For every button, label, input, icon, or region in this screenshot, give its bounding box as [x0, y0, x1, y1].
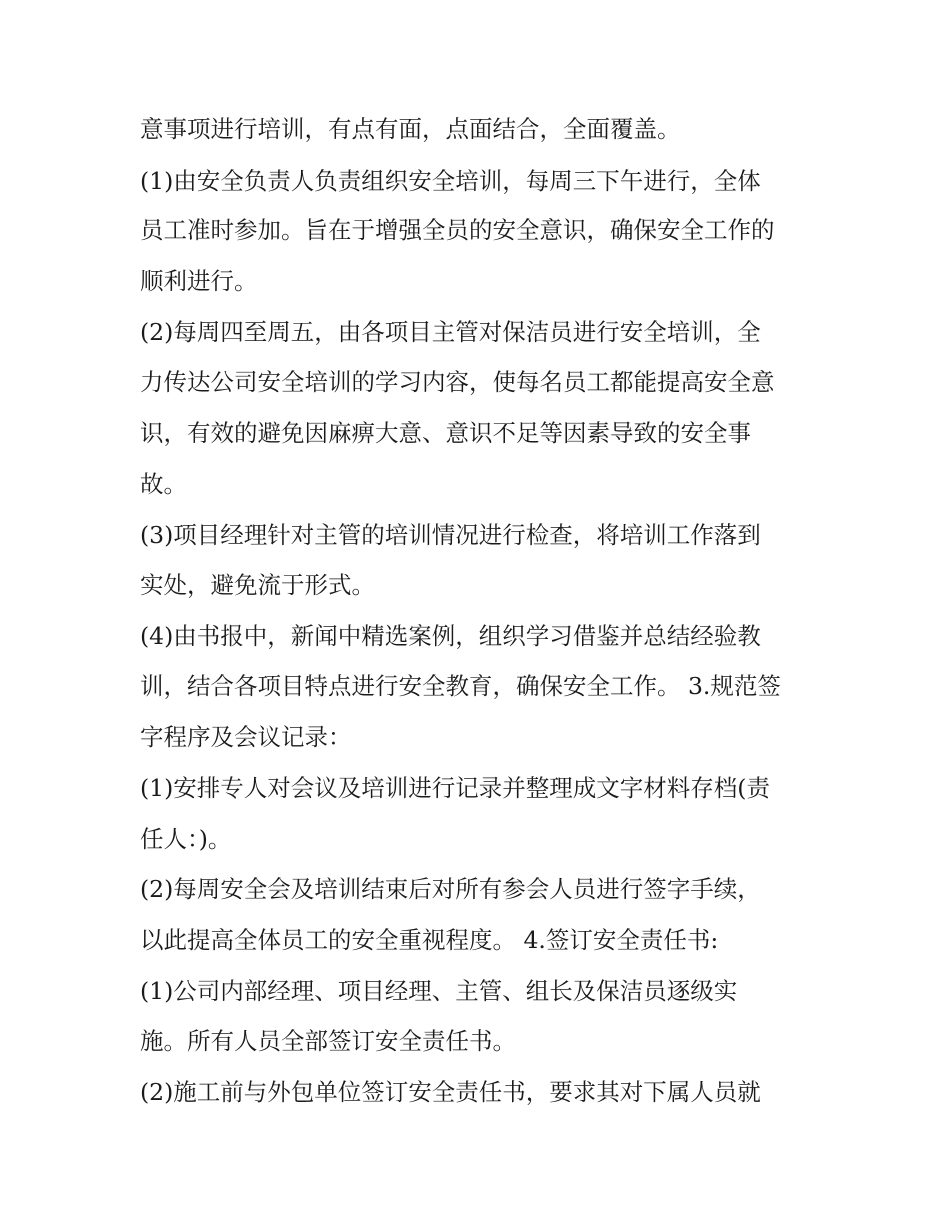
text-line: (3)项目经理针对主管的培训情况进行检查，将培训工作落到: [140, 521, 761, 549]
text-line: 员工准时参加。旨在于增强全员的安全意识，确保安全工作的: [140, 216, 775, 244]
text-line: (4)由书报中，新闻中精选案例，组织学习借鉴并总结经验教: [140, 622, 761, 650]
text-line: 识，有效的避免因麻痹大意、意识不足等因素导致的安全事: [140, 419, 751, 447]
text-line: 意事项进行培训，有点有面，点面结合，全面覆盖。: [140, 115, 681, 143]
text-line: 任人：)。: [140, 825, 232, 853]
text-line: (1)安排专人对会议及培训进行记录并整理成文字材料存档(责: [140, 774, 770, 802]
text-line: 顺利进行。: [140, 267, 258, 295]
text-line: (2)每周四至周五，由各项目主管对保洁员进行安全培训，全: [140, 318, 761, 346]
text-line: 施。所有人员全部签订安全责任书。: [140, 1027, 516, 1055]
text-line: 字程序及会议记录：: [140, 723, 352, 751]
text-line: 训，结合各项目特点进行安全教育，确保安全工作。 3.规范签: [140, 672, 781, 700]
text-line: 力传达公司安全培训的学习内容，使每名员工都能提高安全意: [140, 368, 775, 396]
text-line: (1)由安全负责人负责组织安全培训，每周三下午进行，全体: [140, 167, 761, 195]
text-line: (2)每周安全会及培训结束后对所有参会人员进行签字手续，: [140, 875, 761, 903]
text-line: (1)公司内部经理、项目经理、主管、组长及保洁员逐级实: [140, 977, 738, 1005]
text-line: 实处，避免流于形式。: [140, 571, 375, 599]
text-line: 以此提高全体员工的安全重视程度。 4.签订安全责任书:: [140, 926, 719, 954]
text-line: 故。: [140, 470, 187, 498]
text-line: (2)施工前与外包单位签订安全责任书，要求其对下属人员就: [140, 1078, 761, 1106]
